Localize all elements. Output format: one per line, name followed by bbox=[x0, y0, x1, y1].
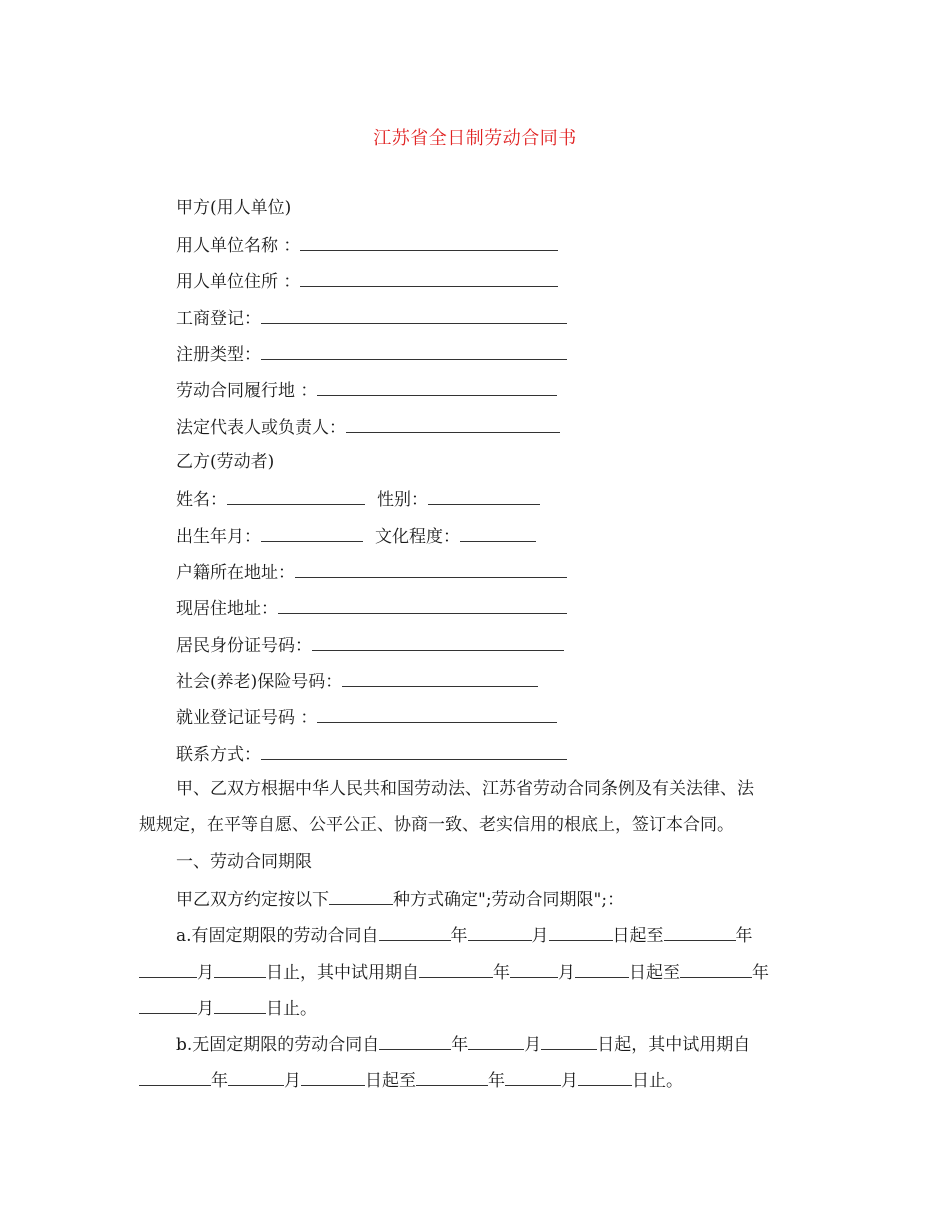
day-from-label: 日起至 bbox=[629, 963, 680, 983]
fill-blank bbox=[300, 269, 558, 287]
field-label: 社会(养老)保险号码： bbox=[176, 672, 343, 692]
fill-blank bbox=[549, 923, 613, 941]
month-label: 月 bbox=[197, 963, 214, 983]
current-address-field bbox=[176, 596, 567, 620]
fill-blank bbox=[578, 1068, 632, 1086]
fill-blank bbox=[228, 1068, 284, 1086]
day-from-label: 日起，其中试用期自 bbox=[597, 1035, 751, 1055]
fill-blank bbox=[505, 1068, 561, 1086]
year-label: 年 bbox=[450, 926, 468, 946]
birth-education-row bbox=[176, 524, 536, 548]
fill-blank bbox=[261, 742, 567, 760]
gender-label: 性别： bbox=[377, 490, 428, 510]
document-title: 江苏省全日制劳动合同书 bbox=[373, 128, 577, 149]
preamble-line-1: 甲、乙双方根据中华人民共和国劳动法、江苏省劳动合同条例及有关法律、法 bbox=[176, 779, 754, 799]
fill-blank bbox=[575, 960, 629, 978]
option-a-line-2 bbox=[139, 960, 769, 984]
id-number-field bbox=[176, 633, 564, 657]
option-a-line-1 bbox=[176, 923, 753, 947]
intro-text-b: 种方式确定";劳动合同期限";： bbox=[393, 890, 625, 910]
month-label: 月 bbox=[561, 1071, 578, 1091]
section-1-intro bbox=[176, 887, 624, 911]
household-address-field bbox=[176, 560, 567, 584]
fill-blank bbox=[139, 1068, 211, 1086]
party-b-heading: 乙方(劳动者) bbox=[176, 452, 275, 472]
party-a-heading: 甲方(用人单位) bbox=[176, 198, 292, 218]
day-from-label: 日起至 bbox=[612, 926, 664, 946]
month-label: 月 bbox=[531, 926, 549, 946]
year-label: 年 bbox=[752, 963, 769, 983]
name-gender-row bbox=[176, 487, 540, 511]
fill-blank bbox=[139, 960, 197, 978]
fill-blank bbox=[468, 923, 532, 941]
fill-blank bbox=[329, 887, 393, 905]
fill-blank bbox=[295, 560, 567, 578]
fill-blank bbox=[680, 960, 752, 978]
registration-type-field bbox=[176, 342, 567, 366]
fill-blank bbox=[301, 1068, 365, 1086]
fill-blank bbox=[261, 306, 567, 324]
day-to-label: 日止，其中试用期自 bbox=[266, 963, 419, 983]
month-label: 月 bbox=[284, 1071, 301, 1091]
fill-blank bbox=[460, 524, 536, 542]
option-a-line-3 bbox=[139, 996, 317, 1020]
field-label: 现居住地址： bbox=[176, 599, 278, 619]
fill-blank bbox=[317, 705, 557, 723]
field-label: 就业登记证号码 ： bbox=[176, 708, 318, 728]
option-b-line-2 bbox=[139, 1068, 683, 1092]
end-label: 日止。 bbox=[266, 999, 317, 1019]
social-insurance-field bbox=[176, 669, 538, 693]
legal-representative-field bbox=[176, 415, 560, 439]
field-label: 用人单位住所 ： bbox=[176, 272, 301, 292]
field-label: 注册类型： bbox=[176, 345, 261, 365]
name-label: 姓名： bbox=[176, 490, 227, 510]
option-b-line-1 bbox=[176, 1032, 750, 1056]
fill-blank bbox=[278, 596, 567, 614]
field-label: 工商登记： bbox=[176, 309, 261, 329]
field-label: 用人单位名称 ： bbox=[176, 236, 301, 256]
year-label: 年 bbox=[211, 1071, 228, 1091]
intro-text-a: 甲乙双方约定按以下 bbox=[176, 890, 329, 910]
employment-registration-field bbox=[176, 705, 557, 729]
option-a-prefix: a.有固定期限的劳动合同自 bbox=[176, 926, 379, 946]
fill-blank bbox=[300, 233, 558, 251]
fill-blank bbox=[261, 524, 363, 542]
fill-blank bbox=[419, 960, 493, 978]
year-label: 年 bbox=[488, 1071, 505, 1091]
year-label: 年 bbox=[735, 926, 753, 946]
month-label: 月 bbox=[524, 1035, 542, 1055]
year-label: 年 bbox=[451, 1035, 469, 1055]
year-label: 年 bbox=[493, 963, 510, 983]
fill-blank bbox=[346, 415, 560, 433]
option-b-prefix: b.无固定期限的劳动合同自 bbox=[176, 1035, 380, 1055]
month-label: 月 bbox=[197, 999, 214, 1019]
fill-blank bbox=[214, 996, 266, 1014]
fill-blank bbox=[416, 1068, 488, 1086]
fill-blank bbox=[379, 1032, 451, 1050]
fill-blank bbox=[379, 923, 451, 941]
field-label: 联系方式： bbox=[176, 745, 261, 765]
fill-blank bbox=[510, 960, 558, 978]
field-label: 户籍所在地址： bbox=[176, 563, 295, 583]
end-label: 日止。 bbox=[632, 1071, 683, 1091]
contract-location-field bbox=[176, 378, 557, 402]
education-label: 文化程度： bbox=[375, 527, 460, 547]
fill-blank bbox=[342, 669, 538, 687]
business-registration-field bbox=[176, 306, 567, 330]
employer-address-field bbox=[176, 269, 558, 293]
section-1-heading: 一、劳动合同期限 bbox=[176, 852, 312, 872]
fill-blank bbox=[261, 342, 567, 360]
field-label: 法定代表人或负责人： bbox=[176, 418, 346, 438]
month-label: 月 bbox=[558, 963, 575, 983]
fill-blank bbox=[664, 923, 736, 941]
fill-blank bbox=[312, 633, 564, 651]
fill-blank bbox=[227, 487, 365, 505]
day-to-label: 日起至 bbox=[365, 1071, 416, 1091]
field-label: 劳动合同履行地 ： bbox=[176, 381, 318, 401]
fill-blank bbox=[428, 487, 540, 505]
fill-blank bbox=[317, 378, 557, 396]
fill-blank bbox=[468, 1032, 524, 1050]
employer-name-field bbox=[176, 233, 558, 257]
field-label: 居民身份证号码： bbox=[176, 636, 312, 656]
preamble-line-2: 规规定，在平等自愿、公平公正、协商一致、老实信用的根底上，签订本合同。 bbox=[139, 815, 734, 835]
birth-label: 出生年月： bbox=[176, 527, 261, 547]
fill-blank bbox=[214, 960, 266, 978]
fill-blank bbox=[139, 996, 197, 1014]
contact-field bbox=[176, 742, 567, 766]
fill-blank bbox=[541, 1032, 597, 1050]
